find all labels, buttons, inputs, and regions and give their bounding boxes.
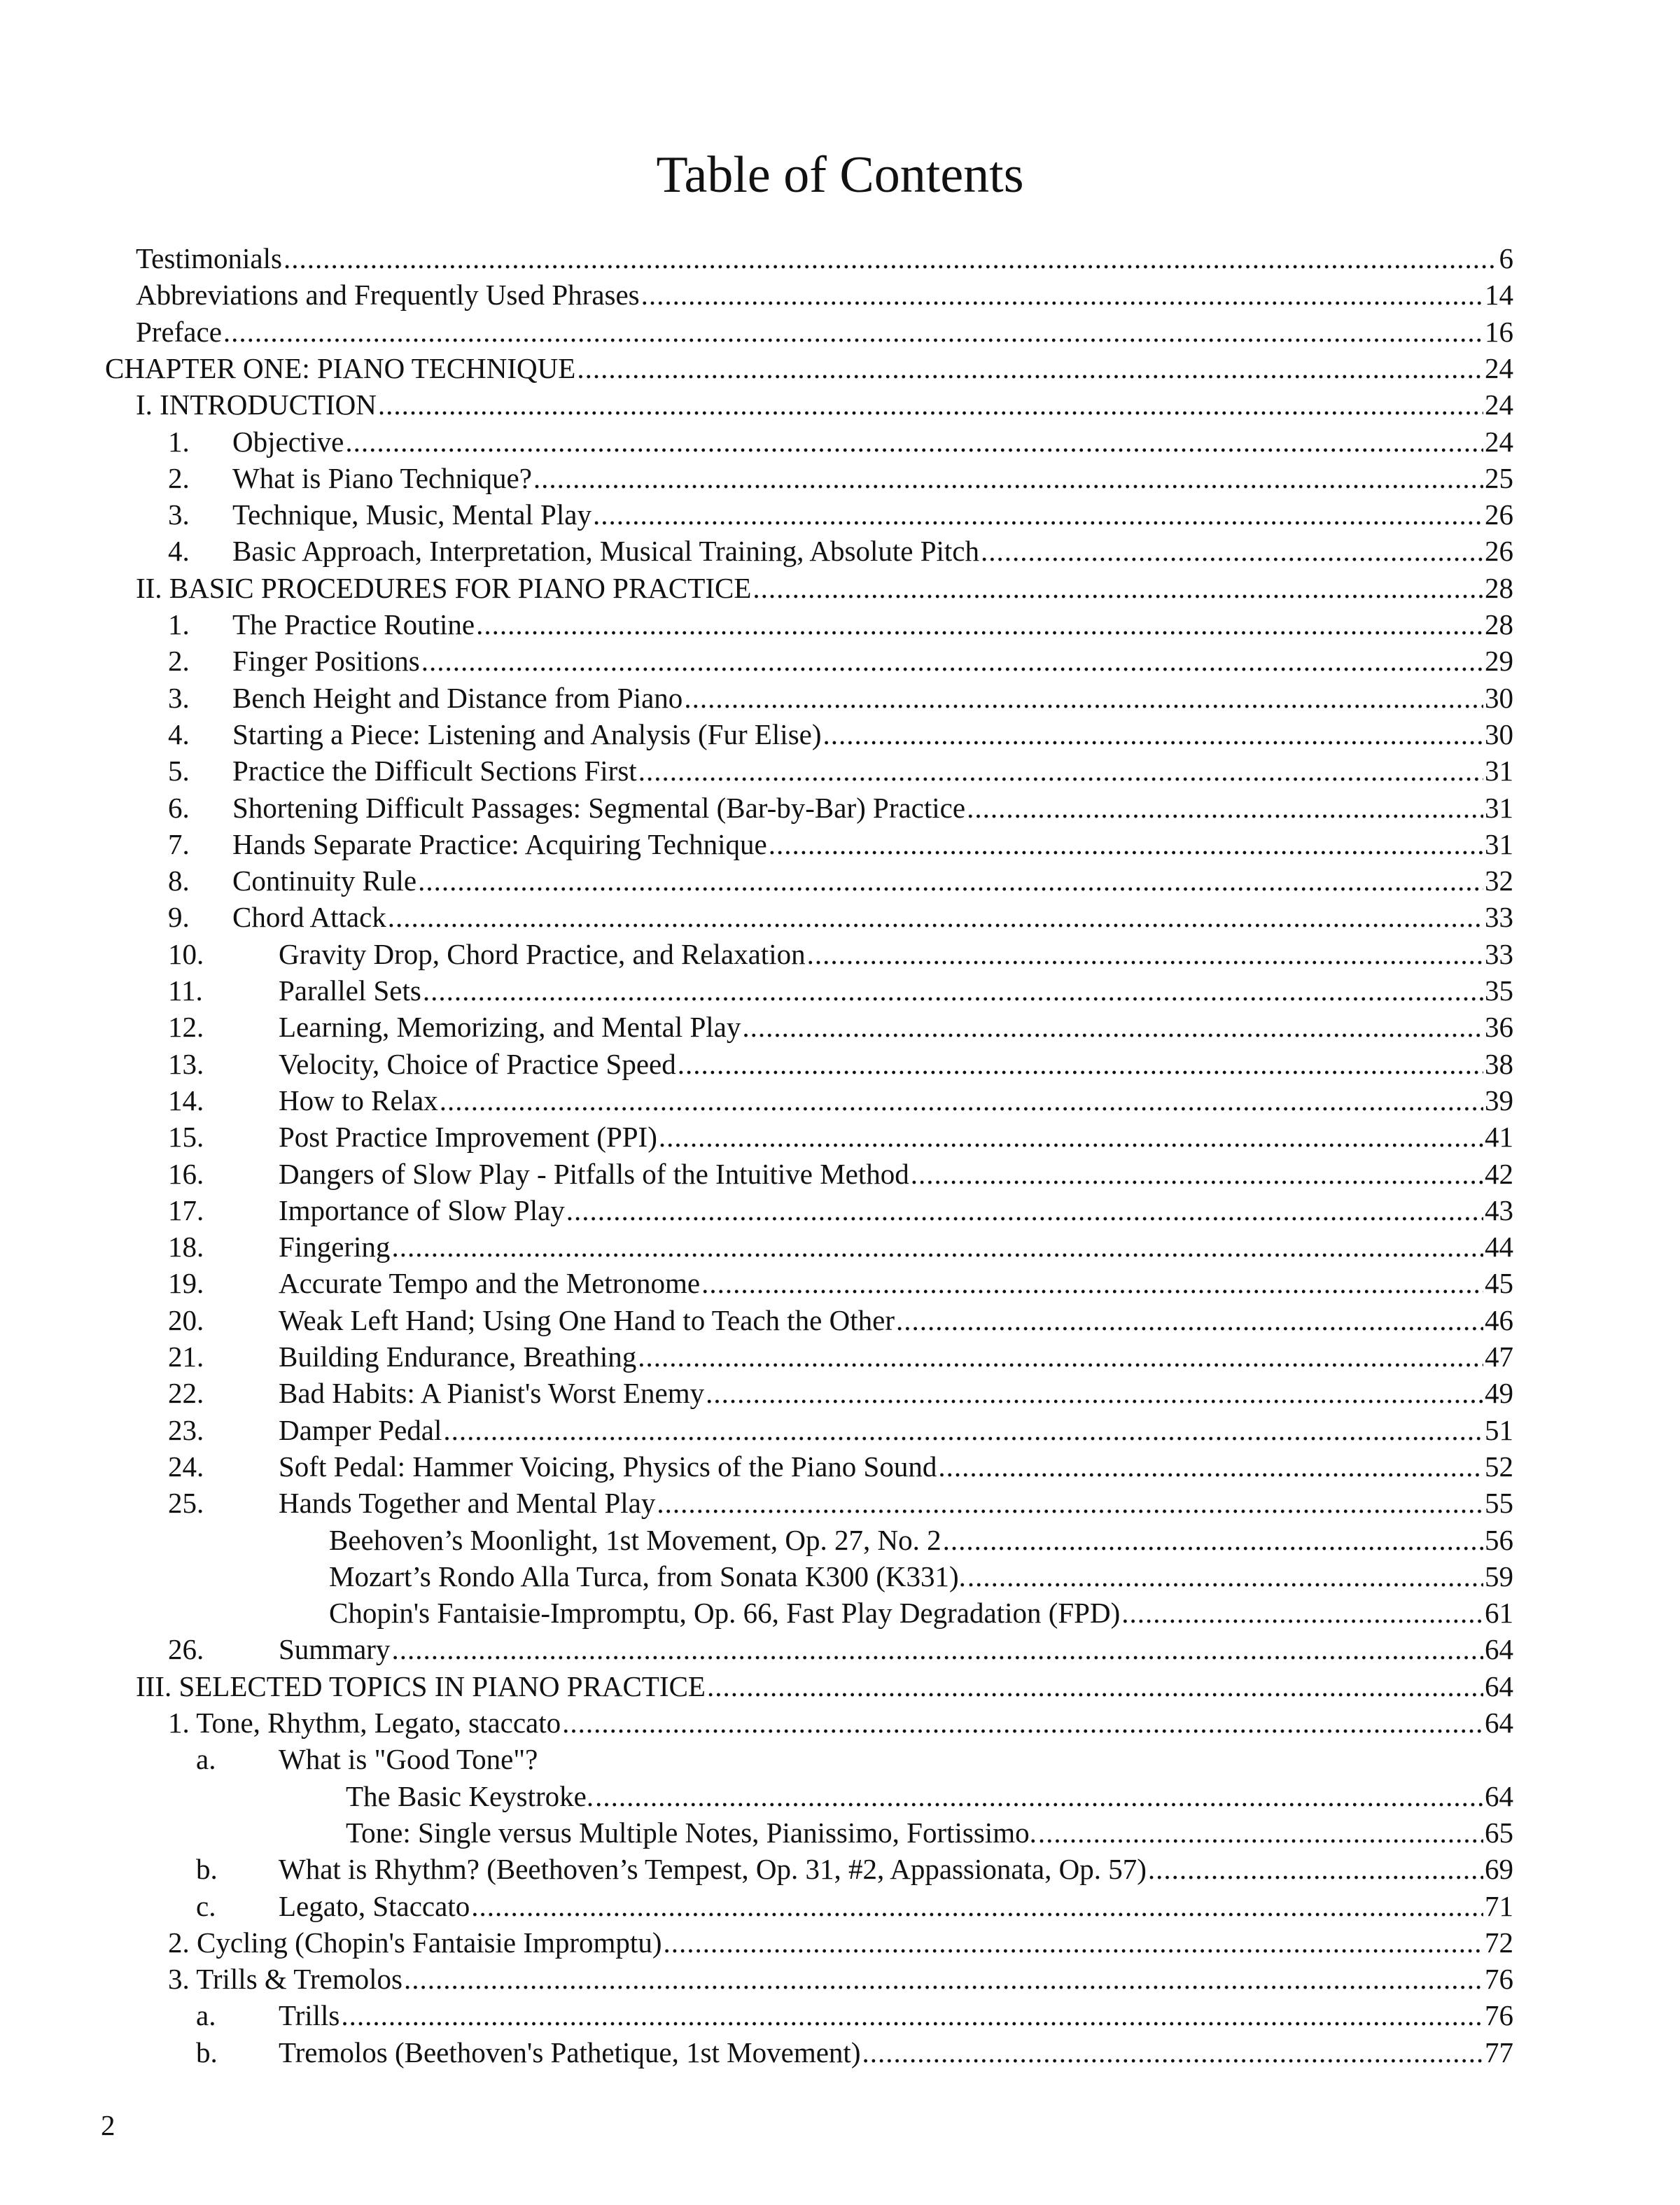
toc-entry-title: Tremolos (Beethoven's Pathetique, 1st Movement)	[279, 2036, 861, 2068]
toc-entry-number: 15.	[168, 1121, 204, 1154]
toc-entry[interactable]	[168, 1338, 1513, 1375]
toc-entry[interactable]	[168, 752, 1513, 789]
toc-entry-page: 24	[1485, 425, 1513, 458]
toc-entry-title: Tone: Single versus Multiple Notes, Pianissimo, Fortissimo.	[346, 1816, 1037, 1849]
toc-entry[interactable]	[168, 972, 1513, 1009]
toc-entry-page: 76	[1485, 1963, 1513, 1996]
toc-entry-page: 24	[1485, 351, 1513, 384]
toc-entry-number: a.	[196, 1999, 216, 2032]
toc-entry-number: a.	[196, 1743, 216, 1776]
toc-entry-page: 64	[1485, 1779, 1513, 1812]
dot-leader	[418, 862, 1483, 899]
toc-entry[interactable]	[168, 1375, 1513, 1411]
dot-leader	[562, 1704, 1483, 1741]
toc-entry-title: Importance of Slow Play	[279, 1194, 565, 1226]
toc-entry-title: Learning, Memorizing, and Mental Play	[279, 1011, 741, 1044]
toc-entry[interactable]	[168, 1924, 1513, 1961]
toc-entry-page: 42	[1485, 1157, 1513, 1190]
page-number: 2	[101, 2109, 115, 2141]
toc-entry-title: 3. Trills & Tremolos	[168, 1963, 402, 1996]
toc-entry[interactable]	[329, 1522, 1513, 1558]
toc-entry-title: Starting a Piece: Listening and Analysis (Fur Elise)	[232, 718, 822, 750]
toc-entry[interactable]	[329, 1595, 1513, 1631]
toc-entry[interactable]	[168, 1192, 1513, 1228]
toc-entry-page: 59	[1485, 1560, 1513, 1592]
toc-entry-page: 47	[1485, 1340, 1513, 1373]
toc-entry[interactable]	[168, 606, 1513, 643]
toc-entry-title: Trills	[279, 1999, 340, 2032]
toc-entry-number: 8.	[168, 864, 190, 897]
toc-entry[interactable]	[168, 936, 1513, 972]
toc-entry-page: 28	[1485, 608, 1513, 640]
toc-entry-page: 25	[1485, 461, 1513, 494]
dot-leader	[742, 1009, 1483, 1045]
dot-leader	[566, 1192, 1483, 1228]
toc-entry-number: 3.	[168, 498, 190, 531]
toc-entry-page: 64	[1485, 1707, 1513, 1739]
toc-entry-page: 33	[1485, 937, 1513, 970]
toc-entry-title: Shortening Difficult Passages: Segmental (Bar-by-Bar) Practice	[232, 791, 966, 824]
dot-leader	[678, 1046, 1483, 1082]
toc-entry[interactable]	[168, 1082, 1513, 1119]
toc-entry-page: 49	[1485, 1377, 1513, 1410]
toc-entry-title: III. SELECTED TOPICS IN PIANO PRACTICE	[136, 1670, 706, 1702]
toc-entry-page: 55	[1485, 1487, 1513, 1520]
toc-entry-title: Mozart’s Rondo Alla Turca, from Sonata K300 (K331).	[329, 1560, 966, 1592]
toc-entry-title: Bad Habits: A Pianist's Worst Enemy	[279, 1377, 705, 1410]
dot-leader	[707, 1668, 1483, 1704]
toc-entry[interactable]	[168, 533, 1513, 569]
toc-entry-title: Parallel Sets	[279, 974, 421, 1007]
toc-entry-page: 41	[1485, 1121, 1513, 1154]
dot-leader	[1121, 1595, 1483, 1631]
toc-entry[interactable]	[168, 460, 1513, 496]
toc-entry-number: 6.	[168, 791, 190, 824]
toc-entry-page: 26	[1485, 498, 1513, 531]
toc-entry-title: Practice the Difficult Sections First	[232, 755, 637, 788]
toc-entry-page: 46	[1485, 1303, 1513, 1336]
toc-entry-page: 31	[1485, 827, 1513, 860]
dot-leader	[284, 240, 1498, 276]
toc-entry[interactable]	[346, 1778, 1513, 1814]
toc-entry-title: What is Piano Technique?	[232, 461, 532, 494]
toc-entry[interactable]	[168, 716, 1513, 752]
dot-leader	[938, 1448, 1483, 1485]
toc-entry[interactable]	[196, 1851, 1513, 1887]
dot-leader	[443, 1412, 1483, 1448]
dot-leader	[967, 790, 1483, 826]
toc-entry-title: Building Endurance, Breathing	[279, 1340, 637, 1373]
dot-leader	[595, 1778, 1483, 1814]
toc-entry-page: 30	[1485, 718, 1513, 750]
toc-entry-title: The Basic Keystroke.	[346, 1779, 594, 1812]
dot-leader	[345, 424, 1483, 460]
toc-entry-number: 16.	[168, 1157, 204, 1190]
toc-entry-page: 45	[1485, 1267, 1513, 1300]
toc-entry-page: 28	[1485, 571, 1513, 604]
toc-entry-number: 9.	[168, 901, 190, 934]
dot-leader	[659, 1119, 1483, 1155]
toc-entry-page: 69	[1485, 1853, 1513, 1886]
toc-entry-number: 20.	[168, 1303, 204, 1336]
dot-leader	[388, 899, 1483, 935]
toc-entry-title: Hands Together and Mental Play	[279, 1487, 656, 1520]
toc-entry-number: 19.	[168, 1267, 204, 1300]
toc-entry[interactable]	[168, 1009, 1513, 1045]
toc-entry-number: 18.	[168, 1231, 204, 1264]
toc-entry[interactable]	[136, 570, 1513, 606]
toc-entry-title: Legato, Staccato	[279, 1889, 470, 1922]
toc-entry-page: 71	[1485, 1889, 1513, 1922]
dot-leader	[911, 1156, 1483, 1192]
dot-leader	[706, 1375, 1483, 1411]
toc-entry-number: 3.	[168, 681, 190, 714]
toc-entry-page: 51	[1485, 1413, 1513, 1446]
toc-entry-title: CHAPTER ONE: PIANO TECHNIQUE	[105, 351, 576, 384]
dot-leader	[223, 314, 1483, 350]
toc-entry[interactable]	[136, 276, 1513, 313]
toc-entry-number: 17.	[168, 1194, 204, 1226]
toc-entry-page: 52	[1485, 1450, 1513, 1483]
toc-entry-page: 31	[1485, 755, 1513, 788]
toc-entry-page: 77	[1485, 2036, 1513, 2068]
toc-entry-page: 31	[1485, 791, 1513, 824]
toc-entry-title: Abbreviations and Frequently Used Phrases	[136, 279, 640, 312]
toc-entry-page: 43	[1485, 1194, 1513, 1226]
dot-leader	[967, 1558, 1483, 1595]
toc-entry[interactable]	[168, 1265, 1513, 1301]
toc-entry[interactable]	[168, 862, 1513, 899]
dot-leader	[981, 533, 1483, 569]
toc-entry[interactable]	[196, 1997, 1513, 2033]
toc-entry-title: Damper Pedal	[279, 1413, 442, 1446]
dot-leader	[577, 350, 1483, 386]
toc-entry-title: Continuity Rule	[232, 864, 417, 897]
toc-entry-number: 13.	[168, 1047, 204, 1080]
toc-entry[interactable]	[168, 1156, 1513, 1192]
toc-entry[interactable]	[168, 1704, 1513, 1741]
toc-entry-title: Gravity Drop, Chord Practice, and Relaxation	[279, 937, 806, 970]
toc-entry-number: 2.	[168, 645, 190, 678]
toc-entry-number: 26.	[168, 1633, 204, 1666]
toc-entry-page: 61	[1485, 1597, 1513, 1630]
toc-entry-title: Basic Approach, Interpretation, Musical Training, Absolute Pitch	[232, 535, 980, 568]
toc-entry-page: 30	[1485, 681, 1513, 714]
toc-entry-title: Dangers of Slow Play - Pitfalls of the Intuitive Method	[279, 1157, 909, 1190]
toc-entry-title: Accurate Tempo and the Metronome	[279, 1267, 701, 1300]
toc-entry-title: The Practice Routine	[232, 608, 475, 640]
toc-entry-title: Preface	[136, 315, 222, 348]
toc-entry-number: 12.	[168, 1011, 204, 1044]
toc-entry[interactable]	[168, 643, 1513, 679]
dot-leader	[752, 570, 1483, 606]
dot-leader	[404, 1961, 1483, 1997]
toc-entry[interactable]	[168, 424, 1513, 460]
dot-leader	[391, 1228, 1483, 1265]
toc-entry[interactable]	[168, 1228, 1513, 1265]
toc-entry-title: Objective	[232, 425, 344, 458]
toc-entry-number: 5.	[168, 755, 190, 788]
toc-entry[interactable]	[346, 1814, 1513, 1851]
toc-entry-page: 24	[1485, 388, 1513, 421]
toc-entry[interactable]	[168, 1046, 1513, 1082]
dot-leader	[684, 680, 1483, 716]
toc-entry-title: Finger Positions	[232, 645, 420, 678]
toc-entry[interactable]	[168, 1448, 1513, 1485]
toc-entry-number: 10.	[168, 937, 204, 970]
toc-entry-number: c.	[196, 1889, 216, 1922]
toc-entry-title: Fingering	[279, 1231, 391, 1264]
toc-entry-title: Beehoven’s Moonlight, 1st Movement, Op. 27, No. 2	[329, 1523, 941, 1556]
dot-leader	[378, 386, 1483, 423]
dot-leader	[657, 1485, 1483, 1521]
toc-entry[interactable]	[168, 790, 1513, 826]
toc-entry-title: 1. Tone, Rhythm, Legato, staccato	[168, 1707, 561, 1739]
dot-leader	[471, 1888, 1483, 1924]
toc-entry-title: Bench Height and Distance from Piano	[232, 681, 683, 714]
toc-entry-number: b.	[196, 1853, 218, 1886]
toc-entry[interactable]	[105, 350, 1513, 386]
toc-entry[interactable]	[196, 1741, 1513, 1777]
toc-entry[interactable]	[168, 680, 1513, 716]
toc-entry-page: 39	[1485, 1084, 1513, 1116]
toc-entry-page: 56	[1485, 1523, 1513, 1556]
toc-entry-title: Weak Left Hand; Using One Hand to Teach the Other	[279, 1303, 895, 1336]
toc-entry-page: 38	[1485, 1047, 1513, 1080]
dot-leader	[1038, 1814, 1483, 1851]
toc-entry-page: 29	[1485, 645, 1513, 678]
dot-leader	[663, 1924, 1483, 1961]
toc-entry-number: b.	[196, 2036, 218, 2068]
dot-leader	[701, 1265, 1483, 1301]
toc-entry-title: Testimonials	[136, 242, 282, 274]
toc-entry[interactable]	[168, 826, 1513, 862]
toc-entry-title: Post Practice Improvement (PPI)	[279, 1121, 657, 1154]
toc-entry-title: Soft Pedal: Hammer Voicing, Physics of the Piano Sound	[279, 1450, 937, 1483]
toc-entry-page: 26	[1485, 535, 1513, 568]
dot-leader	[943, 1522, 1483, 1558]
dot-leader	[423, 972, 1483, 1009]
toc-entry-page: 6	[1499, 242, 1513, 274]
dot-leader	[638, 1338, 1483, 1375]
dot-leader	[593, 496, 1483, 533]
toc-entry-number: 22.	[168, 1377, 204, 1410]
toc-entry[interactable]	[168, 1631, 1513, 1667]
toc-entry-title: II. BASIC PROCEDURES FOR PIANO PRACTICE	[136, 571, 752, 604]
dot-leader	[440, 1082, 1483, 1119]
toc-entry-number: 2.	[168, 461, 190, 494]
toc-entry-number: 25.	[168, 1487, 204, 1520]
dot-leader	[1148, 1851, 1483, 1887]
toc-entry[interactable]	[136, 386, 1513, 423]
toc-entry[interactable]	[168, 1961, 1513, 1997]
toc-entry-title: Velocity, Choice of Practice Speed	[279, 1047, 676, 1080]
toc-entry-title: Summary	[279, 1633, 391, 1666]
toc-entry-number: 1.	[168, 425, 190, 458]
toc-entry-number: 23.	[168, 1413, 204, 1446]
toc-entry-number: 21.	[168, 1340, 204, 1373]
toc-entry[interactable]	[196, 2034, 1513, 2071]
dot-leader	[391, 1631, 1483, 1667]
dot-leader	[638, 752, 1483, 789]
toc-entry-page: 65	[1485, 1816, 1513, 1849]
toc-entry-title: I. INTRODUCTION	[136, 388, 377, 421]
toc-entry-number: 7.	[168, 827, 190, 860]
toc-entry-page: 44	[1485, 1231, 1513, 1264]
dot-leader	[862, 2034, 1483, 2071]
toc-entry-page: 72	[1485, 1926, 1513, 1959]
toc-entry-title: What is Rhythm? (Beethoven’s Tempest, Op. 31, #2, Appassionata, Op. 57)	[279, 1853, 1147, 1886]
toc-entry-title: Chord Attack	[232, 901, 386, 934]
toc-entry-page: 64	[1485, 1633, 1513, 1666]
dot-leader	[769, 826, 1483, 862]
toc-entry-title: 2. Cycling (Chopin's Fantaisie Impromptu)	[168, 1926, 662, 1959]
toc-entry[interactable]	[168, 1485, 1513, 1521]
toc-entry[interactable]	[136, 314, 1513, 350]
toc-entry-page: 16	[1485, 315, 1513, 348]
toc-entry-number: 24.	[168, 1450, 204, 1483]
toc-entry[interactable]	[329, 1558, 1513, 1595]
toc-entry-page: 32	[1485, 864, 1513, 897]
dot-leader	[896, 1302, 1483, 1338]
toc-entry-title: Technique, Music, Mental Play	[232, 498, 592, 531]
toc-entry-number: 1.	[168, 608, 190, 640]
toc-entry[interactable]	[136, 1668, 1513, 1704]
toc-entry-page: 76	[1485, 1999, 1513, 2032]
toc-entry-page: 64	[1485, 1670, 1513, 1702]
toc-entry-number: 4.	[168, 718, 190, 750]
page-title: Table of Contents	[656, 146, 1024, 204]
toc-entry[interactable]	[168, 1412, 1513, 1448]
toc-entry-page: 35	[1485, 974, 1513, 1007]
dot-leader	[807, 936, 1483, 972]
toc-entry-page: 33	[1485, 901, 1513, 934]
toc-entry[interactable]	[196, 1888, 1513, 1924]
toc-entry[interactable]	[168, 496, 1513, 533]
toc-entry-number: 4.	[168, 535, 190, 568]
dot-leader	[476, 606, 1483, 643]
dot-leader	[421, 643, 1483, 679]
toc-entry[interactable]	[168, 1302, 1513, 1338]
toc-entry-number: 11.	[168, 974, 203, 1007]
toc-entry-title: Hands Separate Practice: Acquiring Technique	[232, 827, 767, 860]
toc-entry-title: What is "Good Tone"?	[279, 1743, 538, 1776]
toc-entry-number: 14.	[168, 1084, 204, 1116]
toc-entry[interactable]	[168, 1119, 1513, 1155]
dot-leader	[533, 460, 1483, 496]
toc-entry[interactable]	[136, 240, 1513, 276]
dot-leader	[641, 276, 1483, 313]
toc-entry-title: Chopin's Fantaisie-Impromptu, Op. 66, Fast Play Degradation (FPD)	[329, 1597, 1121, 1630]
dot-leader	[341, 1997, 1483, 2033]
toc-entry-page: 14	[1485, 279, 1513, 312]
toc-entry[interactable]	[168, 899, 1513, 935]
toc-entry-page: 36	[1485, 1011, 1513, 1044]
toc-entry-title: How to Relax	[279, 1084, 438, 1116]
dot-leader	[823, 716, 1483, 752]
